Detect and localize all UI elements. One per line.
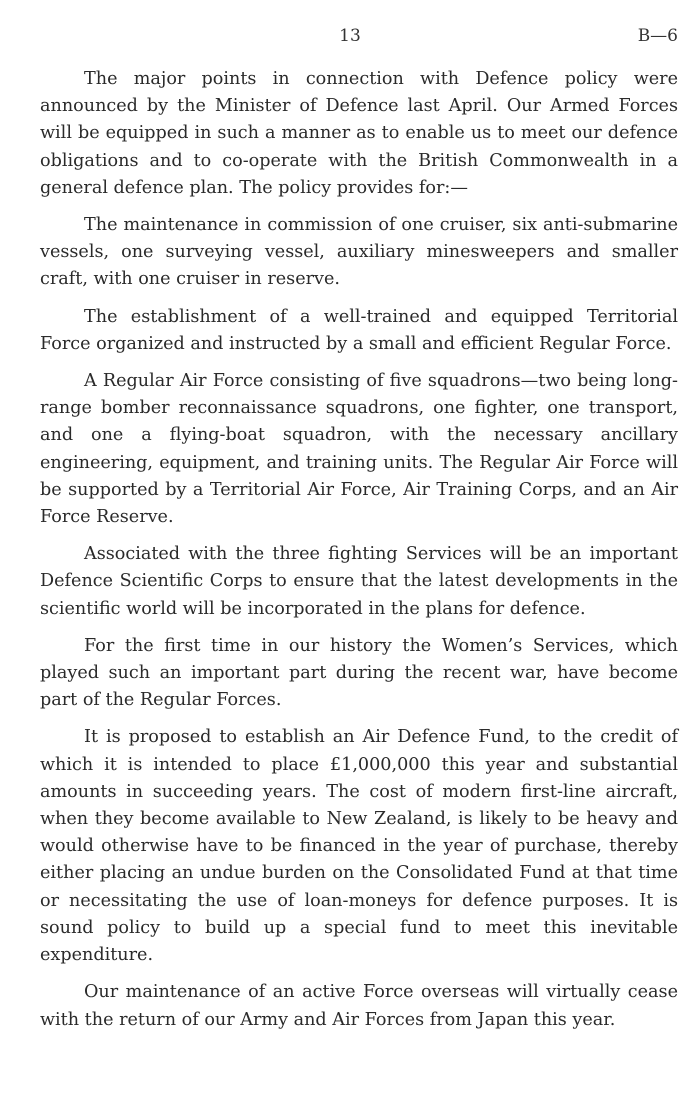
body-text <box>40 66 678 1044</box>
paragraph-air-defence-fund: It is proposed to establish an Air Defence Fund, to the credit of which it is intended to place £1,000,000 this year and substantial amounts in succeeding years. The cost of modern first-line aircraft, when they become available to New Zealand, is likely to be heavy and would otherwise have to be financed in the year of purchase, thereby either placing an undue burden on the Consolidated Fund at that time or necessitating the use of loan-moneys for defence purposes. It is sound policy to build up a special fund to meet this inevitable expenditure. <box>40 727 678 966</box>
paragraph-territorial-force: The establishment of a well-trained and equipped Territorial Force organized and instructed by a small and efficient Regular Force. <box>40 306 678 354</box>
paragraph-scientific-corps: Associated with the three fighting Services will be an important Defence Scientific Corps to ensure that the latest developments in the scientific world will be incorporated in the plans for defence. <box>40 544 678 619</box>
page-number: 13 <box>339 26 361 46</box>
paragraph-overseas-force: Our maintenance of an active Force overseas will virtually cease with the return of our Army and Air Forces from Japan this year. <box>40 982 678 1030</box>
paragraph-defence-policy: The major points in connection with Defence policy were announced by the Minister of Defence last April. Our Armed Forces will be equipped in such a manner as to enable us to meet our defence obligations and to co-operate with the British Commonwealth in a general defence plan. The policy provides for:— <box>40 69 678 198</box>
document-reference: B—6 <box>637 26 678 46</box>
paragraph-womens-services: For the first time in our history the Women’s Services, which played such an important part during the recent war, have become part of the Regular Forces. <box>40 635 678 711</box>
page-header <box>0 26 700 56</box>
paragraph-regular-air-force: A Regular Air Force consisting of five squadrons—two being long-range bomber reconnaissance squadrons, one fighter, one transport, and one a flying-boat squadron, with the necessary ancillary engineering, equipment, and training units. The Regular Air Force will be supported by a Territorial Air Force, Air Training Corps, and an Air Force Reserve. <box>40 371 678 528</box>
paragraph-naval-forces: The maintenance in commission of one cruiser, six anti-submarine vessels, one surveying vessel, auxiliary minesweepers and smaller craft, with one cruiser in reserve. <box>40 215 678 290</box>
